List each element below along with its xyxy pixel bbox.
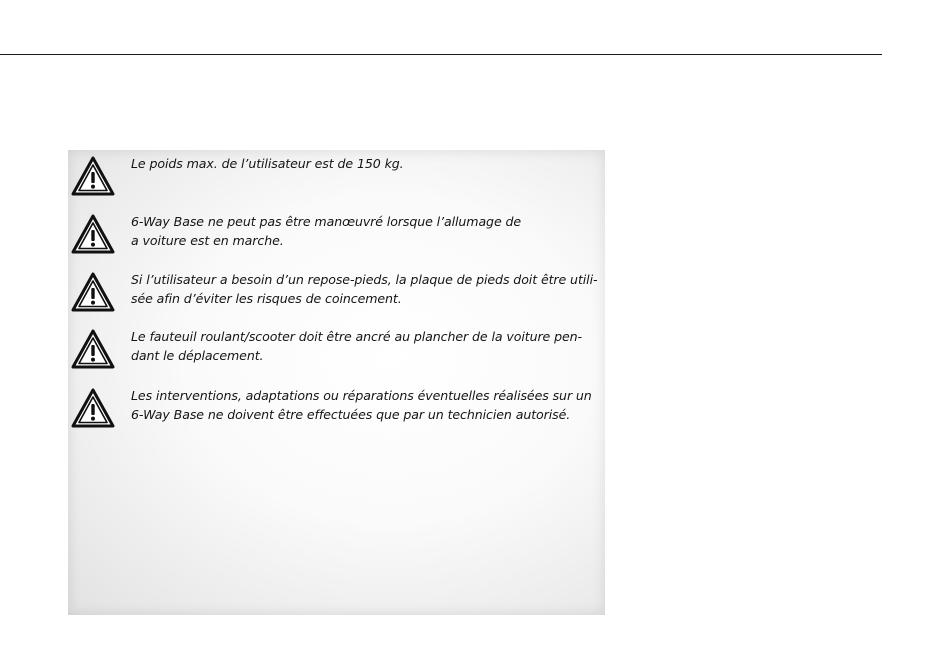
- warning-item-2: [68, 212, 605, 262]
- warning-triangle-icon: [71, 329, 115, 369]
- warning-line: Le poids max. de l’utilisateur est de 150 kg.: [131, 156, 404, 171]
- warning-line: Si l’utilisateur a besoin d’un repose-pieds, la plaque de pieds doit être utili-: [131, 272, 598, 287]
- warning-triangle-icon: [71, 156, 115, 196]
- warning-triangle-icon: [71, 214, 115, 254]
- warning-item-3: [68, 270, 605, 320]
- warning-item-1: [68, 154, 605, 204]
- warning-text: [131, 154, 599, 173]
- warnings-panel: [68, 150, 605, 615]
- warning-text: [131, 212, 599, 250]
- warning-triangle-icon: [71, 388, 115, 428]
- warning-line: 6-Way Base ne doivent être effectuées que par un technicien autorisé.: [131, 407, 571, 422]
- warning-item-5: [68, 386, 605, 436]
- warning-line: a voiture est en marche.: [131, 233, 284, 248]
- header-rule: [0, 54, 882, 55]
- warning-line: sée afin d’éviter les risques de coincement.: [131, 291, 402, 306]
- warning-text: [131, 386, 599, 424]
- warning-line: Les interventions, adaptations ou réparations éventuelles réalisées sur un: [131, 388, 592, 403]
- warning-item-4: [68, 327, 605, 377]
- warning-line: Le fauteuil roulant/scooter doit être ancré au plancher de la voiture pen-: [131, 329, 582, 344]
- warning-text: [131, 270, 599, 308]
- warning-triangle-icon: [71, 272, 115, 312]
- warning-text: [131, 327, 599, 365]
- warning-line: 6-Way Base ne peut pas être manœuvré lorsque l’allumage de: [131, 214, 522, 229]
- warning-line: dant le déplacement.: [131, 348, 264, 363]
